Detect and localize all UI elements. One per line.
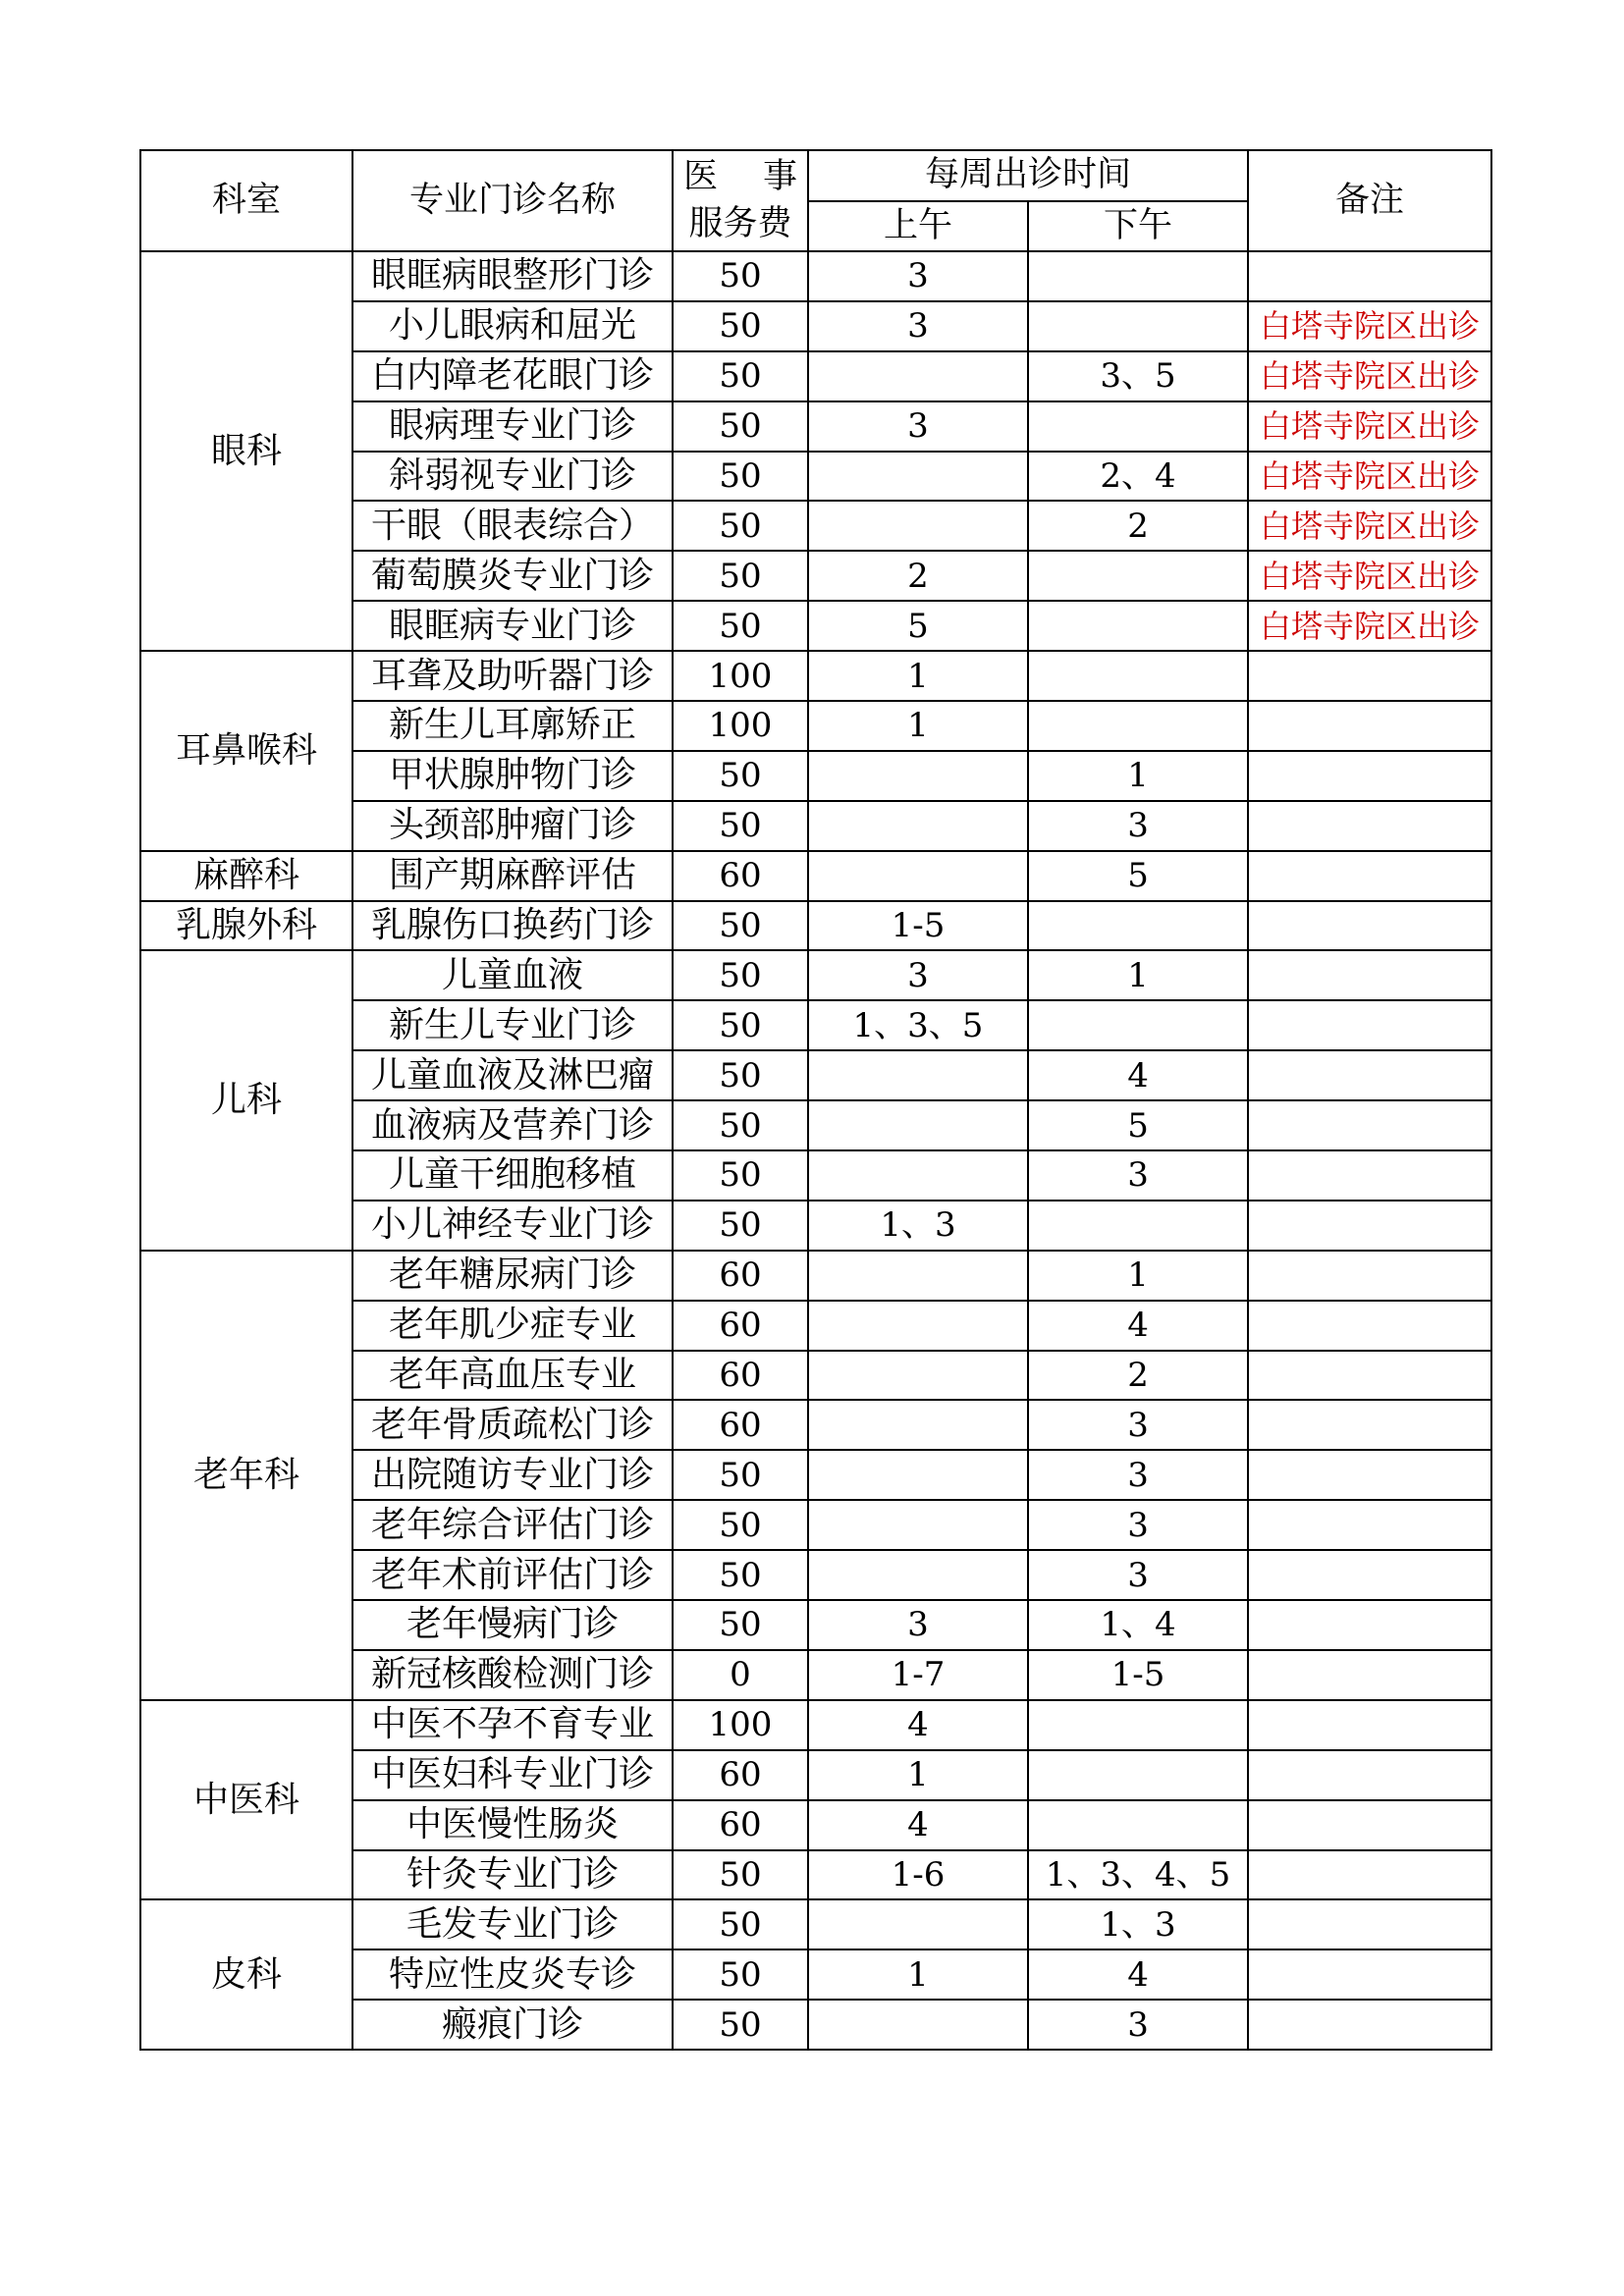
dept-cell: 皮科 [140,1899,352,2050]
pm-cell: 3 [1028,1550,1248,1600]
fee-cell: 50 [673,1550,808,1600]
am-cell [808,1150,1028,1201]
fee-cell: 50 [673,1000,808,1050]
fee-cell: 100 [673,651,808,701]
clinic-name-cell: 儿童干细胞移植 [352,1150,673,1201]
note-cell [1248,1450,1491,1500]
am-cell [808,1899,1028,1949]
am-cell [808,1500,1028,1550]
pm-cell: 4 [1028,1050,1248,1100]
header-fee-line-2: 服务费 [688,203,792,243]
am-cell: 2 [808,551,1028,601]
note-cell [1248,1850,1491,1900]
am-cell: 4 [808,1800,1028,1850]
clinic-name-cell: 头颈部肿瘤门诊 [352,801,673,851]
pm-cell [1028,1000,1248,1050]
pm-cell: 1、3 [1028,1899,1248,1949]
clinic-name-cell: 特应性皮炎专诊 [352,1949,673,2000]
pm-cell: 4 [1028,1949,1248,2000]
pm-cell: 3 [1028,1400,1248,1450]
am-cell: 1、3 [808,1201,1028,1251]
fee-cell: 50 [673,950,808,1000]
fee-cell: 60 [673,1800,808,1850]
header-pm: 下午 [1028,201,1248,252]
header-clinic-name: 专业门诊名称 [352,150,673,251]
pm-cell: 5 [1028,851,1248,901]
clinic-name-cell: 新生儿耳廓矫正 [352,701,673,751]
note-cell [1248,1351,1491,1401]
note-cell [1248,1000,1491,1050]
am-cell [808,501,1028,551]
fee-cell: 50 [673,901,808,951]
note-cell: 白塔寺院区出诊 [1248,551,1491,601]
fee-cell: 50 [673,301,808,351]
clinic-name-cell: 中医慢性肠炎 [352,1800,673,1850]
fee-cell: 0 [673,1650,808,1700]
am-cell: 1 [808,701,1028,751]
fee-cell: 50 [673,1450,808,1500]
clinic-name-cell: 儿童血液及淋巴瘤 [352,1050,673,1100]
fee-cell: 50 [673,601,808,651]
clinic-name-cell: 新冠核酸检测门诊 [352,1650,673,1700]
header-fee-char-2: 事 [762,157,797,197]
am-cell: 3 [808,950,1028,1000]
header-dept: 科室 [140,150,352,251]
pm-cell [1028,401,1248,452]
pm-cell [1028,701,1248,751]
am-cell: 3 [808,1600,1028,1650]
dept-cell: 乳腺外科 [140,901,352,951]
note-cell [1248,251,1491,301]
pm-cell: 5 [1028,1100,1248,1150]
am-cell [808,1100,1028,1150]
am-cell: 3 [808,251,1028,301]
dept-cell: 眼科 [140,251,352,651]
am-cell [808,851,1028,901]
note-cell: 白塔寺院区出诊 [1248,401,1491,452]
clinic-name-cell: 老年高血压专业 [352,1351,673,1401]
note-cell [1248,1500,1491,1550]
clinic-name-cell: 斜弱视专业门诊 [352,452,673,502]
note-cell [1248,1301,1491,1351]
am-cell: 4 [808,1700,1028,1750]
pm-cell [1028,1800,1248,1850]
pm-cell [1028,901,1248,951]
note-cell [1248,1650,1491,1700]
note-cell: 白塔寺院区出诊 [1248,452,1491,502]
table-row [140,1700,1491,1750]
fee-cell: 60 [673,1400,808,1450]
fee-cell: 60 [673,1750,808,1800]
am-cell: 1-7 [808,1650,1028,1700]
header-fee [673,150,808,251]
dept-cell: 中医科 [140,1700,352,1900]
clinic-name-cell: 血液病及营养门诊 [352,1100,673,1150]
fee-cell: 50 [673,1150,808,1201]
fee-cell: 60 [673,1251,808,1301]
pm-cell [1028,601,1248,651]
note-cell [1248,1100,1491,1150]
clinic-name-cell: 出院随访专业门诊 [352,1450,673,1500]
note-cell: 白塔寺院区出诊 [1248,351,1491,401]
pm-cell: 1、3、4、5 [1028,1850,1248,1900]
table-body [140,251,1491,2050]
table-row [140,651,1491,701]
fee-cell: 50 [673,1050,808,1100]
clinic-name-cell: 针灸专业门诊 [352,1850,673,1900]
clinic-name-cell: 小儿神经专业门诊 [352,1201,673,1251]
note-cell [1248,901,1491,951]
clinic-name-cell: 儿童血液 [352,950,673,1000]
clinic-name-cell: 干眼（眼表综合） [352,501,673,551]
am-cell [808,801,1028,851]
fee-cell: 50 [673,452,808,502]
pm-cell: 3 [1028,2000,1248,2050]
fee-cell: 60 [673,851,808,901]
fee-cell: 100 [673,701,808,751]
am-cell [808,2000,1028,2050]
fee-cell: 50 [673,1500,808,1550]
note-cell [1248,651,1491,701]
pm-cell [1028,551,1248,601]
note-cell [1248,1050,1491,1100]
note-cell [1248,701,1491,751]
note-cell [1248,1600,1491,1650]
note-cell [1248,1150,1491,1201]
pm-cell: 1 [1028,950,1248,1000]
note-cell [1248,1899,1491,1949]
pm-cell: 1 [1028,1251,1248,1301]
clinic-name-cell: 老年术前评估门诊 [352,1550,673,1600]
header-am: 上午 [808,201,1028,252]
fee-cell: 50 [673,1899,808,1949]
am-cell [808,1251,1028,1301]
fee-cell: 50 [673,801,808,851]
pm-cell [1028,301,1248,351]
am-cell [808,452,1028,502]
table-row [140,851,1491,901]
clinic-name-cell: 老年糖尿病门诊 [352,1251,673,1301]
fee-cell: 50 [673,401,808,452]
note-cell [1248,2000,1491,2050]
am-cell [808,1400,1028,1450]
note-cell [1248,1251,1491,1301]
header-note: 备注 [1248,150,1491,251]
header-schedule: 每周出诊时间 [808,150,1248,201]
note-cell: 白塔寺院区出诊 [1248,601,1491,651]
am-cell [808,1050,1028,1100]
table-row [140,950,1491,1000]
fee-cell: 50 [673,501,808,551]
clinic-name-cell: 耳聋及助听器门诊 [352,651,673,701]
am-cell: 1-6 [808,1850,1028,1900]
am-cell: 1 [808,651,1028,701]
pm-cell: 2 [1028,501,1248,551]
note-cell: 白塔寺院区出诊 [1248,301,1491,351]
fee-cell: 50 [673,251,808,301]
clinic-schedule-table [139,149,1492,2051]
dept-cell: 儿科 [140,950,352,1250]
fee-cell: 50 [673,1850,808,1900]
dept-cell: 老年科 [140,1251,352,1700]
am-cell: 1 [808,1750,1028,1800]
am-cell: 3 [808,301,1028,351]
pm-cell: 2 [1028,1351,1248,1401]
pm-cell: 2、4 [1028,452,1248,502]
table-row [140,901,1491,951]
pm-cell: 1-5 [1028,1650,1248,1700]
note-cell [1248,1949,1491,2000]
header-row-1 [140,150,1491,201]
clinic-name-cell: 新生儿专业门诊 [352,1000,673,1050]
clinic-name-cell: 老年慢病门诊 [352,1600,673,1650]
pm-cell: 3 [1028,1450,1248,1500]
clinic-name-cell: 中医妇科专业门诊 [352,1750,673,1800]
pm-cell [1028,1750,1248,1800]
clinic-name-cell: 甲状腺肿物门诊 [352,751,673,801]
fee-cell: 50 [673,551,808,601]
pm-cell: 3 [1028,1500,1248,1550]
clinic-name-cell: 小儿眼病和屈光 [352,301,673,351]
am-cell [808,1450,1028,1500]
pm-cell [1028,251,1248,301]
am-cell: 1-5 [808,901,1028,951]
pm-cell [1028,651,1248,701]
clinic-name-cell: 老年肌少症专业 [352,1301,673,1351]
note-cell [1248,751,1491,801]
note-cell [1248,1800,1491,1850]
pm-cell: 3 [1028,801,1248,851]
note-cell: 白塔寺院区出诊 [1248,501,1491,551]
am-cell: 1 [808,1949,1028,2000]
note-cell [1248,1400,1491,1450]
pm-cell: 3 [1028,1150,1248,1201]
clinic-name-cell: 瘢痕门诊 [352,2000,673,2050]
am-cell [808,751,1028,801]
fee-cell: 50 [673,1949,808,2000]
table-row [140,1899,1491,1949]
am-cell [808,1301,1028,1351]
clinic-name-cell: 眼病理专业门诊 [352,401,673,452]
fee-cell: 50 [673,1100,808,1150]
pm-cell [1028,1700,1248,1750]
clinic-name-cell: 眼眶病专业门诊 [352,601,673,651]
clinic-name-cell: 老年骨质疏松门诊 [352,1400,673,1450]
clinic-name-cell: 毛发专业门诊 [352,1899,673,1949]
table-row [140,251,1491,301]
dept-cell: 耳鼻喉科 [140,651,352,851]
note-cell [1248,950,1491,1000]
clinic-name-cell: 眼眶病眼整形门诊 [352,251,673,301]
pm-cell [1028,1201,1248,1251]
am-cell: 5 [808,601,1028,651]
clinic-name-cell: 老年综合评估门诊 [352,1500,673,1550]
note-cell [1248,1750,1491,1800]
pm-cell: 1 [1028,751,1248,801]
header-fee-char-1: 医 [683,157,719,197]
clinic-name-cell: 白内障老花眼门诊 [352,351,673,401]
dept-cell: 麻醉科 [140,851,352,901]
am-cell: 1、3、5 [808,1000,1028,1050]
fee-cell: 60 [673,1301,808,1351]
am-cell: 3 [808,401,1028,452]
pm-cell: 3、5 [1028,351,1248,401]
fee-cell: 50 [673,1600,808,1650]
clinic-name-cell: 中医不孕不育专业 [352,1700,673,1750]
clinic-name-cell: 乳腺伤口换药门诊 [352,901,673,951]
pm-cell: 1、4 [1028,1600,1248,1650]
fee-cell: 50 [673,2000,808,2050]
pm-cell: 4 [1028,1301,1248,1351]
am-cell [808,1351,1028,1401]
fee-cell: 50 [673,351,808,401]
am-cell [808,1550,1028,1600]
note-cell [1248,851,1491,901]
note-cell [1248,1201,1491,1251]
table-row [140,1251,1491,1301]
am-cell [808,351,1028,401]
fee-cell: 60 [673,1351,808,1401]
note-cell [1248,1550,1491,1600]
fee-cell: 50 [673,1201,808,1251]
clinic-name-cell: 围产期麻醉评估 [352,851,673,901]
note-cell [1248,1700,1491,1750]
fee-cell: 50 [673,751,808,801]
fee-cell: 100 [673,1700,808,1750]
clinic-name-cell: 葡萄膜炎专业门诊 [352,551,673,601]
note-cell [1248,801,1491,851]
